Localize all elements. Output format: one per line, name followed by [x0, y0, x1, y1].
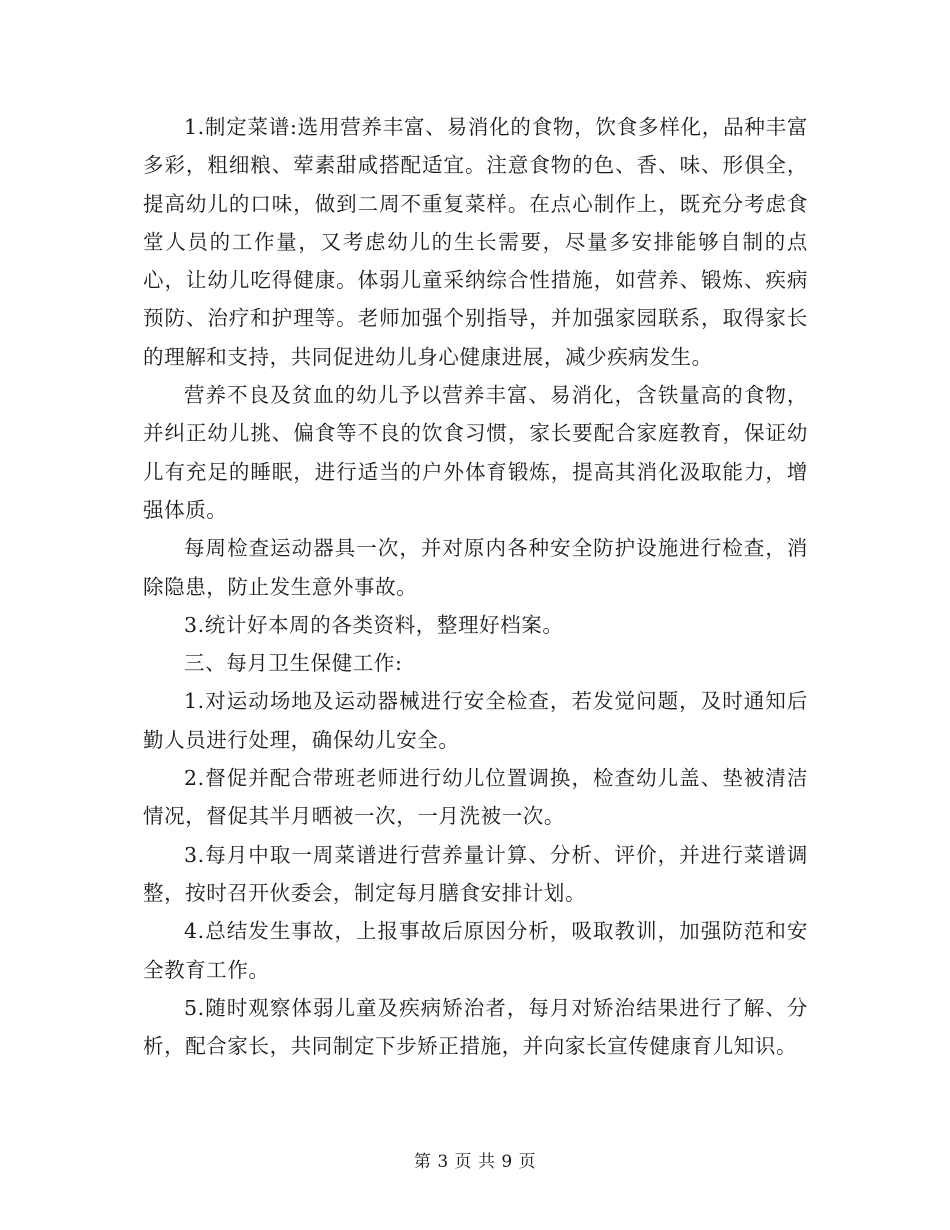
paragraph-monthly-item-5: 5.随时观察体弱儿童及疾病矫治者，每月对矫治结果进行了解、分析，配合家长，共同制定下步矫正措施，并向家长宣传健康育儿知识。 — [143, 995, 808, 1059]
paragraph-malnutrition: 营养不良及贫血的幼儿予以营养丰富、易消化，含铁量高的食物，并纠正幼儿挑、偏食等不良的饮食习惯，家长要配合家庭教育，保证幼儿有充足的睡眠，进行适当的户外体育锻炼，提高其消化汲取能力，增强体质。 — [143, 383, 808, 522]
paragraph-weekly-records: 3.统计好本周的各类资料，整理好档案。 — [184, 612, 564, 637]
paragraph-weekly-equipment-check: 每周检查运动器具一次，并对原内各种安全防护设施进行检查，消除隐患，防止发生意外事故。 — [143, 536, 808, 599]
paragraph-monthly-item-4: 4.总结发生事故，上报事故后原因分析，吸取教训，加强防范和安全教育工作。 — [143, 919, 808, 982]
section-heading-monthly-health: 三、每月卫生保健工作: — [184, 651, 403, 676]
paragraph-monthly-item-1: 1.对运动场地及运动器械进行安全检查，若发觉问题，及时通知后勤人员进行处理，确保幼儿安全。 — [143, 689, 808, 752]
document-body — [143, 108, 808, 1065]
page-number-footer: 第 3 页 共 9 页 — [413, 1152, 537, 1172]
paragraph-monthly-item-2: 2.督促并配合带班老师进行幼儿位置调换，检查幼儿盖、垫被清洁情况，督促其半月晒被一次，一月洗被一次。 — [143, 766, 808, 829]
paragraph-monthly-item-3: 3.每月中取一周菜谱进行营养量计算、分析、评价，并进行菜谱调整，按时召开伙委会，制定每月膳食安排计划。 — [143, 842, 808, 905]
paragraph-menu-planning: 1.制定菜谱:选用营养丰富、易消化的食物，饮食多样化，品种丰富多彩，粗细粮、荤素甜咸搭配适宜。注意食物的色、香、味、形俱全，提高幼儿的口味，做到二周不重复菜样。在点心制作上，既充分考虑食堂人员的工作量，又考虑幼儿的生长需要，尽量多安排能够自制的点心，让幼儿吃得健康。体弱儿童采纳综合性措施，如营养、锻炼、疾病预防、治疗和护理等。老师加强个别指导，并加强家园联系，取得家长的理解和支持，共同促进幼儿身心健康进展，减少疾病发生。 — [143, 115, 808, 369]
